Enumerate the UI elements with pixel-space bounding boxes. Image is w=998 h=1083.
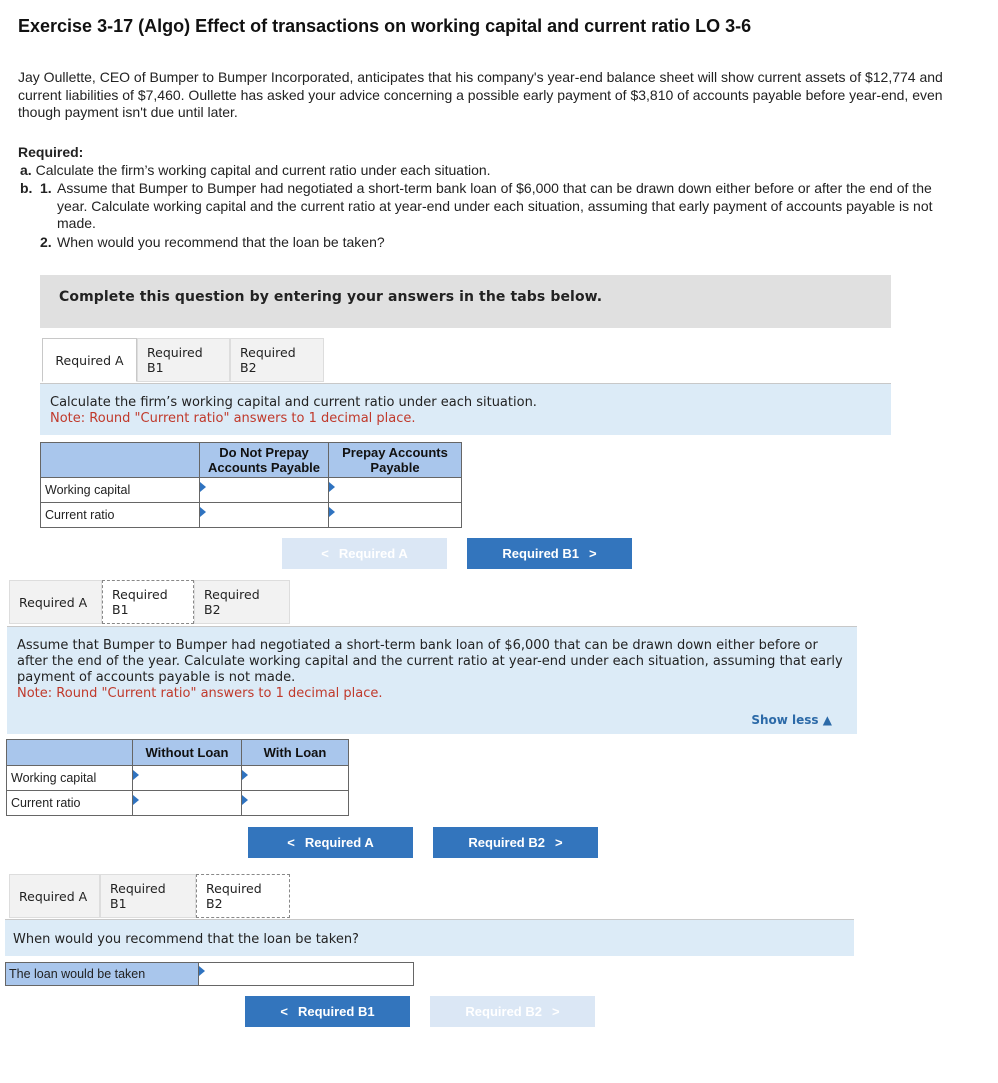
- input-field[interactable]: [329, 482, 461, 499]
- section-b1-info: [7, 626, 857, 734]
- tab-required-a[interactable]: Required A: [9, 580, 102, 624]
- page-title: Exercise 3-17 (Algo) Effect of transactions on working capital and current ratio LO 3-6: [18, 16, 752, 36]
- a-working-capital-no-prepay-input[interactable]: [200, 478, 329, 503]
- tab-required-a[interactable]: Required A: [42, 338, 137, 382]
- show-less-toggle[interactable]: [751, 712, 832, 728]
- section-a-instruction: Calculate the firm’s working capital and current ratio under each situation.: [50, 395, 537, 410]
- row-label-working-capital: Working capital: [41, 478, 200, 503]
- tab-required-b1[interactable]: Required B1: [102, 580, 194, 624]
- required-b2-label: 2.: [40, 234, 52, 250]
- required-b1-label: 1.: [40, 180, 52, 196]
- chevron-right-icon: >: [588, 546, 597, 561]
- next-button-label: Required B2: [465, 1004, 542, 1019]
- banner-text: Complete this question by entering your answers in the tabs below.: [59, 289, 603, 305]
- required-b2-text: When would you recommend that the loan be taken?: [57, 234, 385, 250]
- col-header-with-loan: With Loan: [242, 740, 349, 766]
- tab-required-b1[interactable]: Required B1: [137, 338, 230, 382]
- prev-button-label: Required A: [304, 835, 374, 850]
- required-a-text: Calculate the firm’s working capital and current ratio under each situation.: [35, 162, 491, 178]
- tabbar-b1: [9, 580, 290, 624]
- tabbar-a: [42, 338, 324, 382]
- prev-button-label: Required A: [338, 546, 408, 561]
- required-b2: [40, 234, 385, 252]
- section-b2-info: [5, 919, 854, 956]
- b1-current-ratio-with-loan-input[interactable]: [242, 791, 349, 816]
- row-label-current-ratio: Current ratio: [7, 791, 133, 816]
- section-b1-note: Note: Round "Current ratio" answers to 1 decimal place.: [17, 686, 383, 701]
- b1-current-ratio-without-loan-input[interactable]: [133, 791, 242, 816]
- required-b-label: b.: [20, 180, 33, 196]
- section-b2-instruction: When would you recommend that the loan be taken?: [13, 932, 359, 947]
- section-a-info: [40, 383, 891, 435]
- show-less-label: Show less: [751, 713, 819, 727]
- col-header-without-loan: Without Loan: [133, 740, 242, 766]
- flag-icon: [199, 966, 205, 976]
- flag-icon: [242, 795, 248, 805]
- required-b1: [40, 180, 955, 233]
- next-required-b2-button[interactable]: [433, 827, 598, 858]
- a-current-ratio-prepay-input[interactable]: [329, 503, 462, 528]
- tabbar-b2: [9, 874, 290, 918]
- next-button-label: Required B2: [468, 835, 545, 850]
- chevron-right-icon: >: [554, 835, 563, 850]
- section-a-note: Note: Round "Current ratio" answers to 1 decimal place.: [50, 411, 416, 426]
- section-b2-table: [5, 962, 414, 986]
- input-field[interactable]: [329, 507, 461, 524]
- required-heading: Required:: [18, 144, 84, 160]
- input-field[interactable]: [242, 795, 348, 812]
- chevron-left-icon: <: [280, 1004, 288, 1019]
- required-a-label: a.: [20, 162, 32, 178]
- triangle-up-icon: ▲: [822, 713, 832, 727]
- chevron-left-icon: <: [321, 546, 329, 561]
- chevron-right-icon: >: [551, 1004, 560, 1019]
- b1-working-capital-with-loan-input[interactable]: [242, 766, 349, 791]
- tab-required-b2[interactable]: Required B2: [230, 338, 324, 382]
- flag-icon: [329, 482, 335, 492]
- loan-timing-label: The loan would be taken: [6, 963, 199, 986]
- flag-icon: [133, 795, 139, 805]
- input-field[interactable]: [200, 507, 328, 524]
- flag-icon: [200, 507, 206, 517]
- required-b1-text: Assume that Bumper to Bumper had negotiated a short-term bank loan of $6,000 that can be drawn down either before or after the end of the year. Calculate working capital and the current ratio at year-end under each situation, assuming that early payment of accounts payable is not made.: [57, 180, 933, 231]
- a-working-capital-prepay-input[interactable]: [329, 478, 462, 503]
- col-header-prepay: Prepay Accounts Payable: [329, 443, 462, 478]
- section-b1-instruction: Assume that Bumper to Bumper had negotiated a short-term bank loan of $6,000 that can be drawn down either before or after the end of the year. Calculate working capital and the current ratio at year-end under each situation, assuming that early payment of accounts payable is not made.: [17, 638, 843, 685]
- flag-icon: [133, 770, 139, 780]
- loan-timing-input[interactable]: [199, 963, 414, 986]
- row-label-current-ratio: Current ratio: [41, 503, 200, 528]
- tab-required-b2[interactable]: Required B2: [194, 580, 290, 624]
- tab-required-a[interactable]: Required A: [9, 874, 100, 918]
- section-b1-table: [6, 739, 349, 816]
- input-field[interactable]: [242, 770, 348, 787]
- instruction-banner: [40, 275, 891, 328]
- input-field[interactable]: [200, 482, 328, 499]
- prev-required-b1-button[interactable]: [245, 996, 410, 1027]
- next-button-label: Required B1: [502, 546, 579, 561]
- prev-required-a-button[interactable]: [282, 538, 447, 569]
- input-field[interactable]: [133, 795, 241, 812]
- prev-required-a-button[interactable]: [248, 827, 413, 858]
- input-field[interactable]: [199, 966, 413, 983]
- input-field[interactable]: [133, 770, 241, 787]
- chevron-left-icon: <: [287, 835, 295, 850]
- flag-icon: [242, 770, 248, 780]
- tab-required-b1[interactable]: Required B1: [100, 874, 196, 918]
- table-corner: [7, 740, 133, 766]
- section-a-table: [40, 442, 462, 528]
- next-required-b2-button[interactable]: [430, 996, 595, 1027]
- problem-intro: Jay Oullette, CEO of Bumper to Bumper Incorporated, anticipates that his company's year-end balance sheet will show current assets of $12,774 and current liabilities of $7,460. Oullette has asked your advice concerning a possible early payment of $3,810 of accounts payable before year-end, even though payment isn't due until later.: [18, 69, 943, 120]
- required-a: [20, 162, 491, 180]
- a-current-ratio-no-prepay-input[interactable]: [200, 503, 329, 528]
- prev-button-label: Required B1: [298, 1004, 375, 1019]
- col-header-no-prepay: Do Not Prepay Accounts Payable: [200, 443, 329, 478]
- flag-icon: [329, 507, 335, 517]
- next-required-b1-button[interactable]: [467, 538, 632, 569]
- b1-working-capital-without-loan-input[interactable]: [133, 766, 242, 791]
- row-label-working-capital: Working capital: [7, 766, 133, 791]
- tab-required-b2[interactable]: Required B2: [196, 874, 290, 918]
- flag-icon: [200, 482, 206, 492]
- table-corner: [41, 443, 200, 478]
